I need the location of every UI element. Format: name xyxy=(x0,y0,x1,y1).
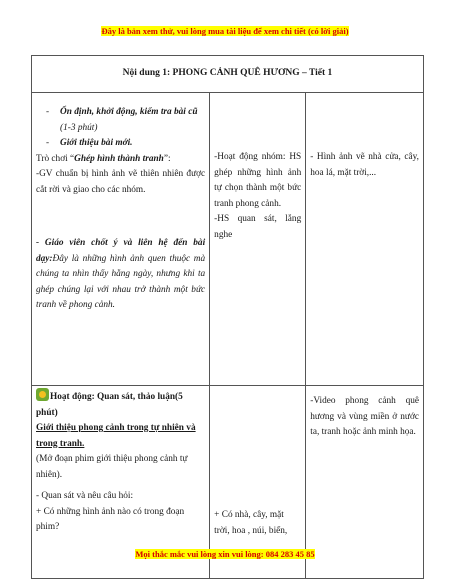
list-item: - Ổn định, khởi động, kiểm tra bài cũ (1-3 phút) xyxy=(46,107,198,133)
video-note: (Mở đoạn phim giới thiệu phong cảnh tự nhiên). xyxy=(36,454,188,480)
preview-notice-banner xyxy=(0,26,450,36)
materials-text: - Hình ảnh vẽ nhà cửa, cây, hoa lá, mặt trời,... xyxy=(310,152,419,178)
warmup-duration: (1-3 phút) xyxy=(60,122,98,133)
lesson-plan-table xyxy=(31,55,424,579)
materials-cell xyxy=(306,93,424,386)
picture-icon xyxy=(36,388,49,401)
preview-notice-text: Đây là bản xem thử, vui lòng mua tài liệu để xem chi tiết (có lời giải) xyxy=(101,26,349,36)
question-1: + Có những hình ảnh nào có trong đoạn phim? xyxy=(36,506,185,532)
observe-text: -HS quan sát, lắng nghe xyxy=(214,214,302,240)
table-title-row xyxy=(32,56,424,93)
intro-label: Giới thiệu bài mới. xyxy=(60,138,133,148)
gv-conclusion xyxy=(36,236,205,314)
teacher-activity-cell xyxy=(32,93,210,386)
answer-text: + Có nhà, cây, mặt trời, hoa , núi, biển, xyxy=(214,510,288,536)
game-line: Trò chơi “Ghép hình thành tranh”: xyxy=(36,153,171,164)
materials-text: -Video phong cảnh quê hương và vùng miền ở nước ta, tranh hoặc ảnh minh họa. xyxy=(310,396,419,437)
section-heading: Giới thiệu phong cảnh trong tự nhiên và trong tranh. xyxy=(36,423,196,449)
group-activity-text: -Hoạt động nhóm: HS ghép những hình ảnh tự chọn thành một bức tranh phong cảnh. xyxy=(214,152,302,209)
activity-title: Hoạt động: Quan sát, thảo luận(5 phút) xyxy=(36,388,205,421)
warmup-label: Ổn định, khởi động, kiểm tra bài cũ xyxy=(60,107,198,117)
question-intro: - Quan sát và nêu câu hỏi: xyxy=(36,491,134,501)
gv-conclusion-text: Đây là những hình ảnh quen thuộc mà chúng ta nhìn thấy hằng ngày, nhưng khi ta ghép chúng lại với nhau trở thành một bức tranh về phong cảnh. xyxy=(36,253,206,310)
contact-notice-text: Mọi thắc mắc vui lòng xin vui lòng: 084 283 45 85 xyxy=(135,549,315,559)
table-row xyxy=(32,93,424,386)
contact-notice-banner xyxy=(0,549,450,559)
game-name: Ghép hình thành tranh xyxy=(74,153,164,164)
student-activity-cell xyxy=(210,93,306,386)
gv-conclusion-label: - Giáo viên chốt ý và liên hệ đến bài dạy: xyxy=(36,238,206,264)
gv-preparation-text: -GV chuẩn bị hình ảnh vẽ thiên nhiên được cắt rời và giao cho các nhóm. xyxy=(36,169,206,195)
table-title: Nội dung 1: PHONG CẢNH QUÊ HƯƠNG – Tiết 1 xyxy=(32,56,424,93)
list-item: - Giới thiệu bài mới. xyxy=(36,136,205,152)
